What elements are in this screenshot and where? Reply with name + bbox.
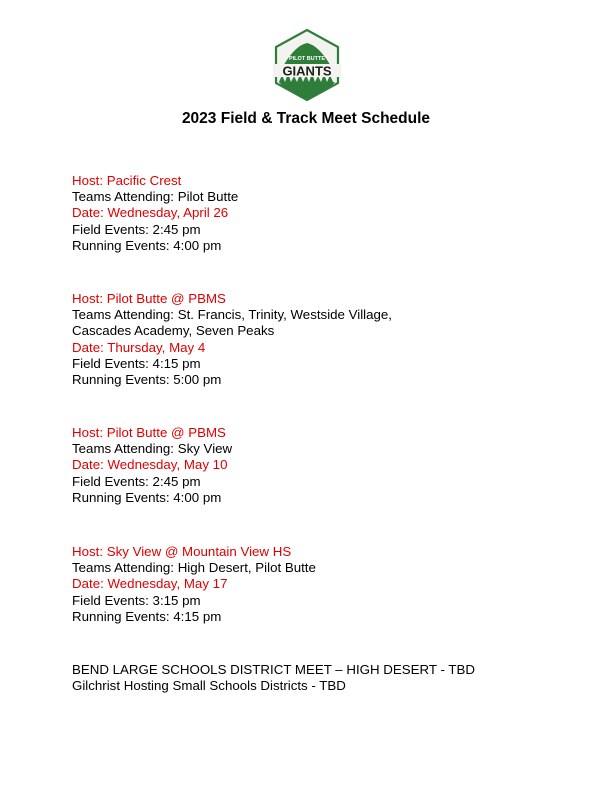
meet-teams: Teams Attending: Pilot Butte	[72, 189, 239, 205]
giants-logo	[270, 28, 344, 102]
meet-field-events: Field Events: 4:15 pm	[72, 355, 201, 371]
district-meet-small: Gilchrist Hosting Small Schools Districts - TBD	[72, 678, 346, 694]
meet-running-events: Running Events: 4:15 pm	[72, 608, 222, 624]
meet-date: Date: Thursday, May 4	[72, 339, 206, 355]
logo-main-text: GIANTS	[282, 63, 332, 79]
meet-field-events: Field Events: 2:45 pm	[72, 221, 201, 237]
meet-date: Date: Wednesday, April 26	[72, 205, 229, 221]
meet-teams: Teams Attending: St. Francis, Trinity, Westside Village,	[72, 307, 393, 323]
meet-teams-continued: Cascades Academy, Seven Peaks	[72, 323, 275, 339]
meet-host: Host: Sky View @ Mountain View HS	[72, 544, 292, 559]
meet-running-events: Running Events: 4:00 pm	[72, 489, 222, 505]
meet-field-events: Field Events: 2:45 pm	[72, 473, 201, 489]
meet-block	[72, 291, 552, 388]
meet-date: Date: Wednesday, May 17	[72, 576, 228, 592]
meet-host: Host: Pilot Butte @ PBMS	[72, 425, 226, 440]
page-title: 2023 Field & Track Meet Schedule	[181, 110, 431, 127]
meet-host: Host: Pilot Butte @ PBMS	[72, 291, 226, 306]
meet-teams: Teams Attending: Sky View	[72, 441, 233, 457]
meet-teams: Teams Attending: High Desert, Pilot Butte	[72, 560, 316, 576]
meet-date: Date: Wednesday, May 10	[72, 457, 228, 473]
meet-block	[72, 544, 552, 625]
meet-block	[72, 425, 552, 506]
logo-top-text: PILOT BUTTE	[288, 56, 326, 62]
meet-host: Host: Pacific Crest	[72, 173, 182, 188]
district-meets	[72, 662, 552, 694]
meet-running-events: Running Events: 4:00 pm	[72, 237, 222, 253]
meet-running-events: Running Events: 5:00 pm	[72, 372, 222, 388]
meet-field-events: Field Events: 3:15 pm	[72, 592, 201, 608]
district-meet-large: BEND LARGE SCHOOLS DISTRICT MEET – HIGH DESERT - TBD	[72, 662, 475, 677]
meet-block	[72, 173, 552, 254]
